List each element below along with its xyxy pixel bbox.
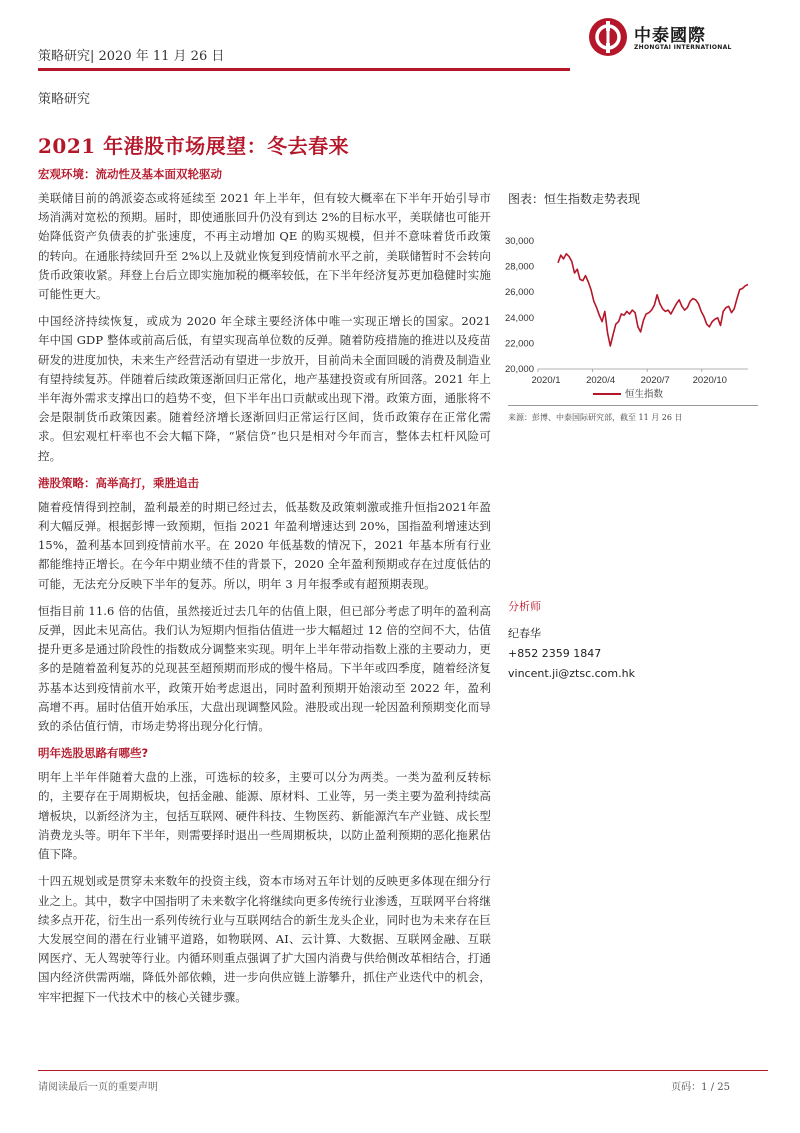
analyst-card xyxy=(508,598,768,684)
y-tick-label: 26,000 xyxy=(504,287,534,299)
paragraph: 恒指目前 11.6 倍的估值，虽然接近过去几年的估值上限，但已部分考虑了明年的盈利高反弹，因此未见高估。我们认为短期内恒指估值进一步大幅超过 12 倍的空间不大，估值提升更多是通过阶段性的指数成分调整来实现。明年上半年带动指数上涨的主要动力，更多的是随着盈利复苏的兑现甚至超预期而形成的慢牛格局。下半年或四季度，随着经济复苏基本达到疫情前水平，政策开始考虑退出，同时盈利预期开始滚动至 2022 年，盈利高增不再。届时估值开始承压，大盘出现调整风险。港股或出现一轮因盈利预期变化而导致的杀估值行情，市场走势将出现分化行情。 xyxy=(38,603,491,734)
x-tick-label: 2020/10 xyxy=(692,375,727,386)
paragraph: 美联储目前的鸽派姿态或将延续至 2021 年上半年，但有较大概率在下半年开始引导市场消满对宽松的预期。届时，即使通胀回升仍没有到达 2%的目标水平，美联储也可能开始降低资产负债表的扩张速度，不再主动增加 QE 的购买规模，但并不意味着货币政策的转向。在通胀持续回升至 2%以上及就业恢复到疫情前水平之前，美联储暂时不会转向货币政策收紧。拜登上台后立即实施加税的概率较低，在下半年经济复苏更加稳健时实施可能性更大。 xyxy=(38,191,491,302)
company-logo xyxy=(588,17,768,57)
paragraph: 十四五规划或是贯穿未来数年的投资主线，资本市场对五年计划的反映更多体现在细分行业之上。其中，数字中国指明了未来数字化将继续向更多传统行业渗透，互联网平台将继续多点开花，衍生出一系列传统行业与互联网结合的新生龙头企业，同时也为未来存在巨大发展空间的潜在行业铺平道路，如物联网、AI、云计算、大数据、互联网金融、互联网医疗、无人驾驶等行业。内循环则重点强调了扩大国内消费与供给侧改革相结合，打通国内经济供需两端，降低外部依赖，进一步向供应链上游攀升，抓住产业迭代中的机会，牢牢把握下一代技术中的核心关键步骤。 xyxy=(38,874,491,1004)
side-column xyxy=(504,190,768,423)
header-meta: 策略研究| 2020 年 11 月 26 日 xyxy=(38,49,225,64)
x-tick-label: 2020/7 xyxy=(640,375,670,386)
x-tick-label: 2020/1 xyxy=(531,375,561,386)
logo-chinese-name: 中泰國際 xyxy=(634,26,706,46)
footer-divider xyxy=(38,1070,768,1071)
paragraph: 明年上半年伴随着大盘的上涨，可选标的较多，主要可以分为两类。一类为盈利反转标的，主要存在于周期板块，包括金融、能源、原材料、工业等，另一类主要为盈利持续高增板块，以新经济为主，包括互联网、硬件科技、生物医药、新能源汽车产业链、成长型消费龙头等。明年下半年，则需要择时退出一些周期板块，以防止盈利预期的恶化拖累估值下降。 xyxy=(38,770,491,862)
main-column xyxy=(38,165,491,1015)
analyst-email[interactable]: vincent.ji@ztsc.com.hk xyxy=(508,667,635,680)
page-number: 页码：1 / 25 xyxy=(671,1082,730,1093)
paragraph: 随着疫情得到控制，盈利最差的时期已经过去，低基数及政策刺激或推升恒指2021年盈利大幅反弹。根据彭博一致预期，恒指 2021 年盈利增速达到 20%，国指盈利增速达到 15%，盈利基本回到疫情前水平。在 2020 年低基数的情况下，2021 年基本所有行业都能维持正增长。在今年中期业绩不佳的背景下，2020 全年盈利预期或存在过度低估的可能，无法充分反映下半年的复苏。所以，明年 3 月年报季或有超预期表现。 xyxy=(38,499,491,591)
y-tick-label: 22,000 xyxy=(504,338,534,350)
analyst-name: 纪春华 xyxy=(508,627,541,640)
section-heading-hk-strategy: 港股策略：高举高打，乘胜追击 xyxy=(38,475,199,490)
legend-label: 恒生指数 xyxy=(625,389,664,400)
logo-english-name: ZHONGTAI INTERNATIONAL xyxy=(634,44,732,51)
series-line-hsi xyxy=(558,254,748,346)
analyst-phone: +852 2359 1847 xyxy=(508,647,602,660)
y-tick-label: 20,000 xyxy=(504,364,534,375)
section-heading-stock-picking: 明年选股思路有哪些? xyxy=(38,746,149,761)
hsi-line-chart xyxy=(504,213,758,403)
y-tick-label: 28,000 xyxy=(504,261,534,273)
y-tick-label: 24,000 xyxy=(504,312,534,324)
page-title: 2021 年港股市场展望：冬去春来 xyxy=(38,134,350,158)
analyst-label: 分析师 xyxy=(508,600,541,613)
chart-source: 来源：彭博、中泰国际研究部，截至 11 月 26 日 xyxy=(508,413,683,422)
chart-title: 图表：恒生指数走势表现 xyxy=(508,192,641,206)
section-heading-macro: 宏观环境：流动性及基本面双轮驱动 xyxy=(38,167,222,181)
logo-mark-icon xyxy=(588,17,628,57)
paragraph: 中国经济持续恢复，或成为 2020 年全球主要经济体中唯一实现正增长的国家。2021 年中国 GDP 整体或前高后低，有望实现高单位数的反弹。随着防疫措施的推进以及疫苗研发的进度加快，未来生产经营活动有望进一步放开，目前尚未全面回暖的消费及制造业有望持续复苏。伴随着后续政策逐渐回归正常化，地产基建投资或有所回落。2021 年上半年海外需求支撑出口的趋势不变，但下半年出口贡献或出现下滑。政策方面，通胀将不会是限制货币政策因素。随着经济增长逐渐回归正常运行区间，货币政策存在正常化需求。但宏观杠杆率也不会大幅下降，“紧信贷”也只是相对今年而言，整体去杠杆风险可控。 xyxy=(38,314,491,463)
x-tick-label: 2020/4 xyxy=(586,375,616,386)
header-divider xyxy=(38,68,570,71)
y-tick-label: 30,000 xyxy=(504,236,534,247)
source-divider xyxy=(508,405,758,406)
footer-disclaimer: 请阅读最后一页的重要声明 xyxy=(38,1082,158,1093)
document-type: 策略研究 xyxy=(38,92,91,107)
